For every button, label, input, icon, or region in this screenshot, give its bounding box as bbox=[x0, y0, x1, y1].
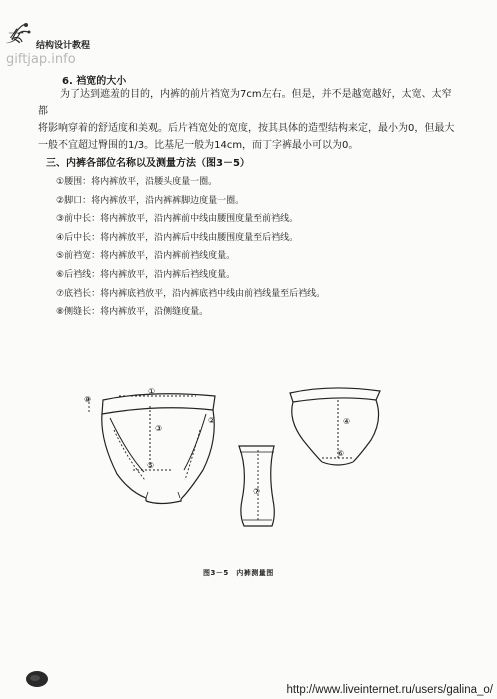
marker-2: ② bbox=[208, 416, 216, 425]
header-logo: 女 bbox=[6, 27, 22, 46]
footer-url: http://www.liveinternet.ru/users/galina_o/ bbox=[286, 684, 493, 696]
back-view-drawing bbox=[290, 388, 380, 465]
gusset-drawing bbox=[239, 446, 274, 526]
marker-1: ① bbox=[148, 387, 156, 396]
paragraph-line-1: 为了达到遮羞的目的，内裤的前片裆宽为7cm左右。但是，并不是越宽越好，太宽、太窄都 bbox=[38, 89, 452, 117]
paragraph-line-2: 将影响穿着的舒适度和美观。后片裆宽处的宽度，按其具体的造型结构来定，最小为0，但最大 bbox=[38, 123, 455, 134]
figure-caption: 图3－5 内裤测量图 bbox=[203, 569, 274, 577]
marker-5: ⑤ bbox=[147, 461, 155, 470]
list-item: ⑧侧缝长：将内裤放平，沿侧缝度量。 bbox=[56, 307, 209, 318]
list-item: ⑤前裆宽：将内裤放平，沿内裤前裆线度量。 bbox=[56, 251, 236, 262]
marker-7: ⑦ bbox=[253, 487, 261, 496]
page-number-mark-icon bbox=[24, 668, 50, 690]
watermark: giftjap.info bbox=[6, 52, 76, 67]
section-6-title: 6. 裆宽的大小 bbox=[62, 76, 127, 87]
marker-3: ③ bbox=[155, 424, 163, 433]
list-item: ②脚口：将内裤放平，沿内裤裤脚边度量一圈。 bbox=[56, 195, 245, 206]
front-view-drawing bbox=[89, 394, 215, 504]
list-item: ⑥后裆线：将内裤放平，沿内裤后裆线度量。 bbox=[56, 269, 236, 280]
paragraph-line-3: 一般不宜超过臀围的1/3。比基尼一般为14cm，而丁字裤最小可以为0。 bbox=[38, 140, 359, 151]
marker-6: ⑥ bbox=[337, 449, 345, 458]
header-book-title: 结构设计教程 bbox=[36, 41, 91, 51]
section-3-title: 三、内裤各部位名称以及测量方法（图3－5） bbox=[46, 158, 250, 169]
list-item: ④后中长：将内裤放平，沿内裤后中线由腰围度量至后裆线。 bbox=[56, 232, 299, 243]
list-item: ⑦底裆长：将内裤底裆放平，沿内裤底裆中线由前裆线量至后裆线。 bbox=[56, 288, 326, 299]
list-item: ①腰围：将内裤放平，沿腰头度量一圈。 bbox=[56, 177, 218, 187]
marker-8: ⑧ bbox=[84, 395, 92, 404]
list-item: ③前中长：将内裤放平，沿内裤前中线由腰围度量至前裆线。 bbox=[56, 214, 299, 225]
marker-4: ④ bbox=[343, 417, 351, 426]
